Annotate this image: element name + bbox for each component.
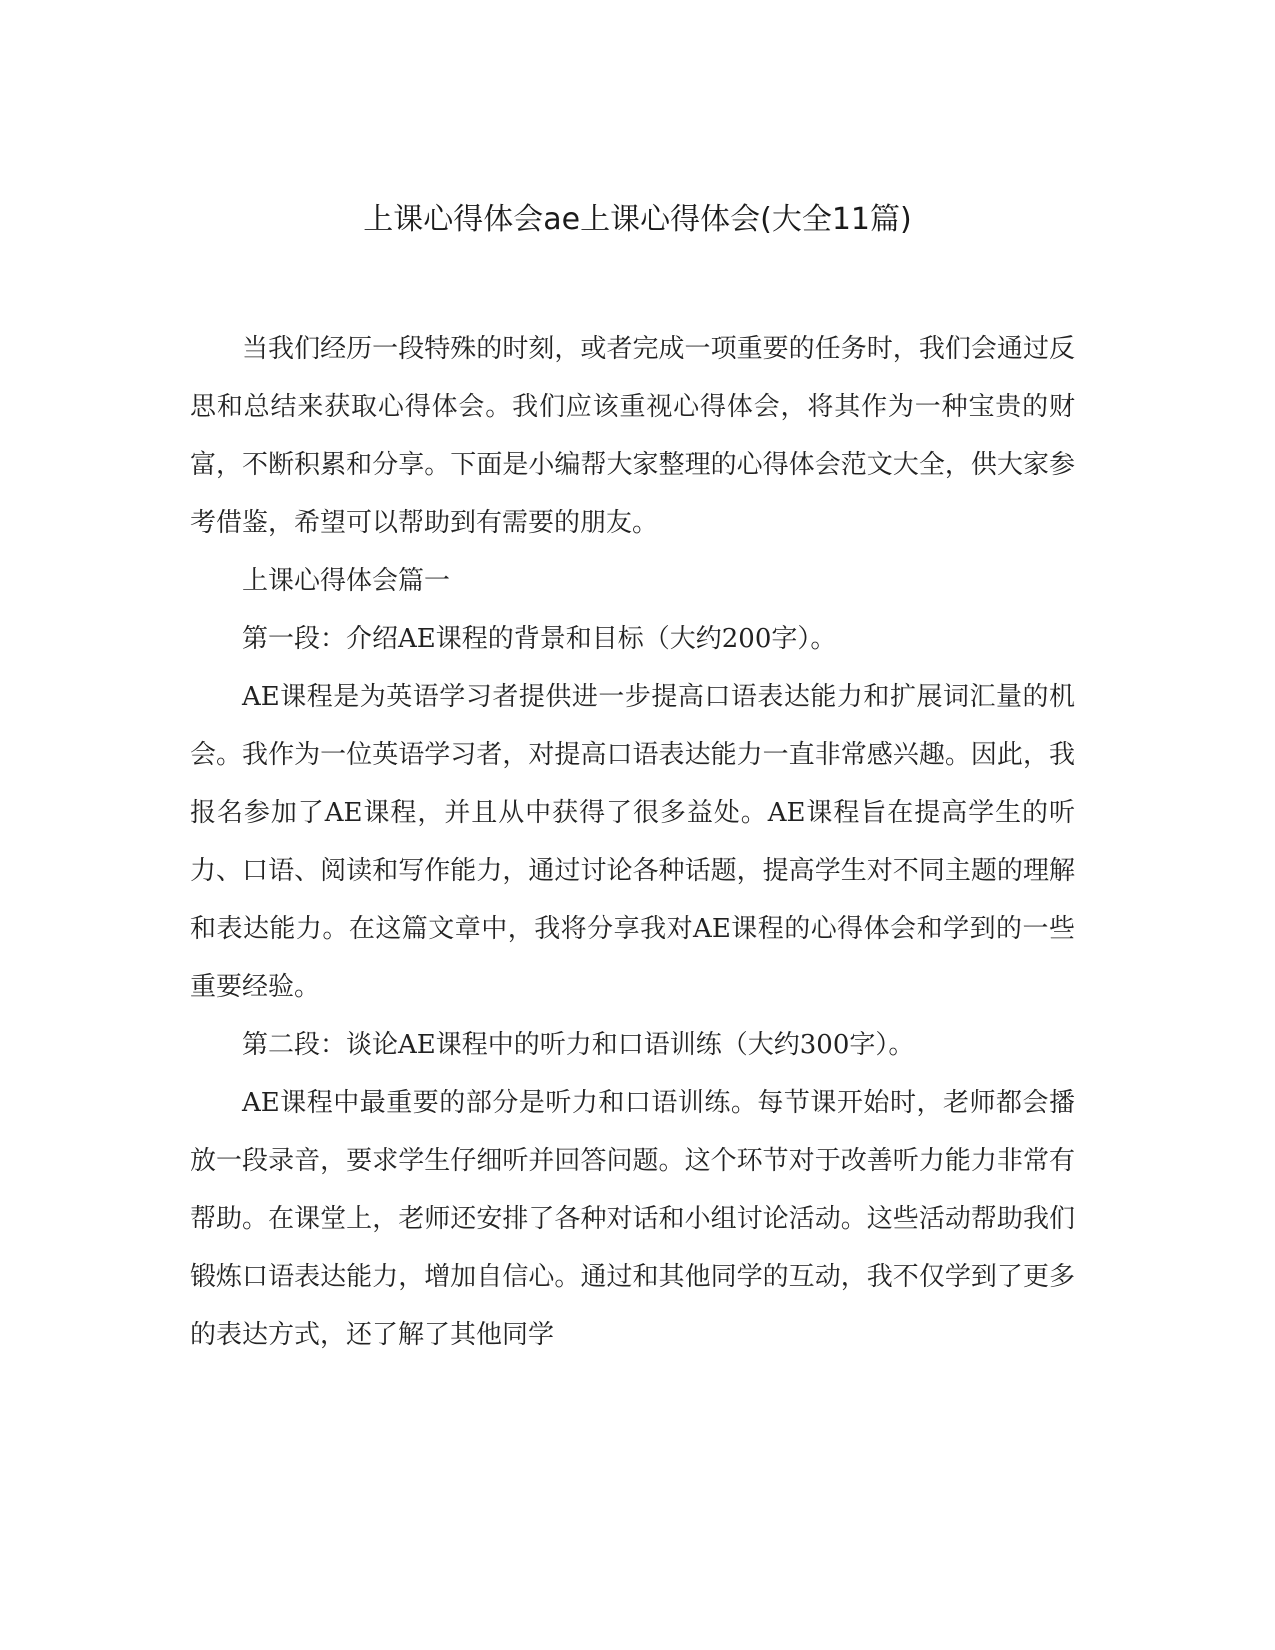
section-heading: 上课心得体会篇一 [242, 566, 451, 596]
document-title: 上课心得体会ae上课心得体会(大全11篇) [363, 202, 912, 237]
intro-paragraph: 当我们经历一段特殊的时刻，或者完成一项重要的任务时，我们会通过反思和总结来获取心得体会。我们应该重视心得体会，将其作为一种宝贵的财富，不断积累和分享。下面是小编帮大家整理的心得体会范文大全，供大家参考借鉴，希望可以帮助到有需要的朋友。 [190, 334, 1075, 538]
document-body [190, 320, 1075, 1364]
subsection-heading: 第一段：介绍AE课程的背景和目标（大约200字）。 [242, 624, 837, 654]
body-paragraph: AE课程中最重要的部分是听力和口语训练。每节课开始时，老师都会播放一段录音，要求学生仔细听并回答问题。这个环节对于改善听力能力非常有帮助。在课堂上，老师还安排了各种对话和小组讨论活动。这些活动帮助我们锻炼口语表达能力，增加自信心。通过和其他同学的互动，我不仅学到了更多的表达方式，还了解了其他同学 [190, 1088, 1075, 1350]
subsection-heading: 第二段：谈论AE课程中的听力和口语训练（大约300字）。 [242, 1030, 915, 1060]
body-paragraph: AE课程是为英语学习者提供进一步提高口语表达能力和扩展词汇量的机会。我作为一位英语学习者，对提高口语表达能力一直非常感兴趣。因此，我报名参加了AE课程，并且从中获得了很多益处。AE课程旨在提高学生的听力、口语、阅读和写作能力，通过讨论各种话题，提高学生对不同主题的理解和表达能力。在这篇文章中，我将分享我对AE课程的心得体会和学到的一些重要经验。 [190, 682, 1075, 1002]
